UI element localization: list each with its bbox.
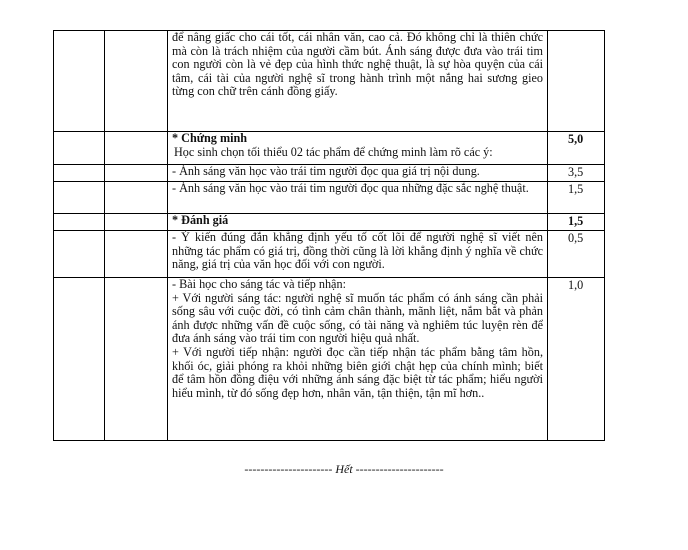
- table-row: [54, 31, 605, 132]
- empty-cell: [105, 214, 168, 231]
- footer-het: Hết: [335, 462, 353, 476]
- content-line: - Ý kiến đúng đắn khẳng định yếu tố cốt lõi để người nghệ sĩ viết nên những tác phẩm có giá trị, đồng thời cũng là lời khẳng định ý nghĩa về chức năng, giá trị của văn học đối với con người.: [172, 230, 543, 272]
- score-cell: [548, 214, 605, 231]
- empty-cell: [54, 165, 105, 182]
- empty-cell: [105, 182, 168, 214]
- score-value: [548, 31, 604, 32]
- table-row: [54, 214, 605, 231]
- section-heading: * Đánh giá: [172, 213, 229, 227]
- empty-cell: [54, 231, 105, 278]
- table-row: [54, 132, 605, 165]
- content-line: - Ánh sáng văn học vào trái tim người đọc qua những đặc sắc nghệ thuật.: [172, 181, 529, 195]
- empty-cell: [54, 182, 105, 214]
- empty-cell: [105, 278, 168, 441]
- content-cell: [168, 31, 548, 132]
- table-row: [54, 182, 605, 214]
- end-marker: [0, 463, 688, 476]
- empty-cell: [105, 165, 168, 182]
- table-row: [54, 278, 605, 441]
- content-cell: [168, 132, 548, 165]
- score-cell: [548, 31, 605, 132]
- empty-cell: [54, 278, 105, 441]
- section-heading: * Chứng minh: [172, 131, 248, 145]
- footer-dashes-left: ----------------------: [244, 462, 333, 476]
- content-line: + Với người tiếp nhận: người đọc cần tiếp nhận tác phẩm bằng tâm hồn, khối óc, giải phóng ra khỏi những biên giới chật hẹp của chính mình; biết để tâm hồn đồng điệu với những ánh sáng đặc biệt từ tác phẩm; hiểu người hiểu mình, từ đó sống đẹp hơn, nhân văn, tận thiện, tận mĩ hơn..: [172, 344, 543, 400]
- content-line: + Với người sáng tác: người nghệ sĩ muốn tác phẩm có ánh sáng cần phải sống sâu với cuộc đời, có tình cảm chân thành, mãnh liệt, nắm bắt và phản ánh được những vấn đề cuộc sống, có tài năng và nghiêm túc luyện rèn để đưa ánh sáng vào trái tim con người hiệu quả nhất.: [172, 290, 543, 346]
- score-cell: [548, 165, 605, 182]
- score-cell: [548, 278, 605, 441]
- content-cell: [168, 182, 548, 214]
- empty-cell: [54, 132, 105, 165]
- score-value: 0,5: [568, 231, 584, 245]
- content-cell: [168, 278, 548, 441]
- answer-table: [53, 30, 605, 441]
- content-line: để nâng giấc cho cái tốt, cái nhân văn, cao cả. Đó không chỉ là thiên chức mà còn là trách nhiệm của người cầm bút. Ánh sáng được đưa vào trái tim con người còn là vẻ đẹp của hình thức nghệ thuật, là sự hòa quyện của cái tâm, cái tài của người nghệ sĩ trong hành trình một nắng hai sương gieo từng con chữ trên cánh đồng giấy.: [172, 30, 543, 99]
- content-cell: [168, 214, 548, 231]
- score-cell: [548, 182, 605, 214]
- score-value: 1,5: [568, 214, 584, 228]
- content-line: Học sinh chọn tối thiểu 02 tác phẩm để chứng minh làm rõ các ý:: [174, 144, 493, 159]
- score-value: 3,5: [568, 165, 584, 179]
- content-cell: [168, 231, 548, 278]
- footer-dashes-right: ----------------------: [355, 462, 444, 476]
- score-value: 1,5: [568, 182, 584, 196]
- score-cell: [548, 132, 605, 165]
- empty-cell: [105, 31, 168, 132]
- empty-cell: [105, 231, 168, 278]
- empty-cell: [54, 214, 105, 231]
- score-cell: [548, 231, 605, 278]
- score-value: 5,0: [568, 132, 584, 146]
- content-line: - Ánh sáng văn học vào trái tim người đọc qua giá trị nội dung.: [172, 164, 480, 178]
- score-value: 1,0: [568, 278, 584, 292]
- content-cell: [168, 165, 548, 182]
- content-line: - Bài học cho sáng tác và tiếp nhận:: [172, 277, 346, 291]
- empty-cell: [105, 132, 168, 165]
- empty-cell: [54, 31, 105, 132]
- table-row: [54, 231, 605, 278]
- table-row: [54, 165, 605, 182]
